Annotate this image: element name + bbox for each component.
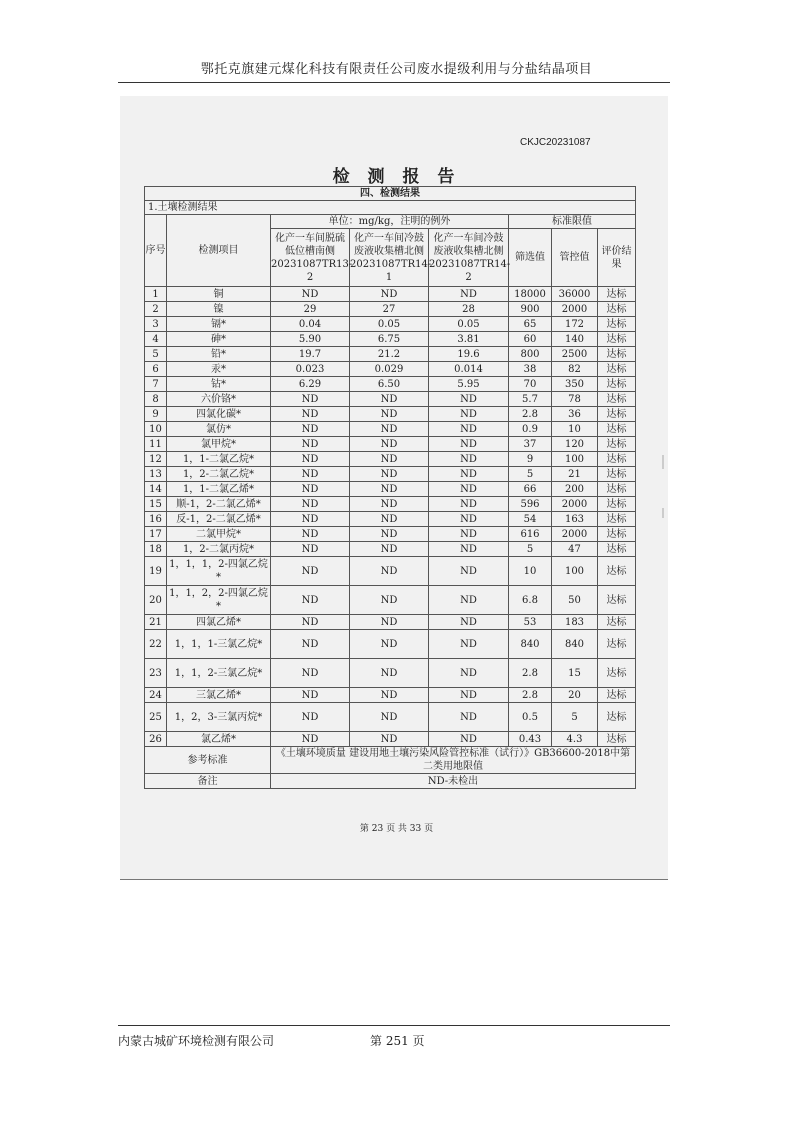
test-item: 砷* (167, 332, 271, 347)
control-value: 200 (552, 482, 598, 497)
sample-2-value: 6.75 (350, 332, 429, 347)
test-item: 镉* (167, 317, 271, 332)
test-item: 三氯乙烯* (167, 688, 271, 703)
table-row (145, 615, 636, 630)
row-number: 1 (145, 287, 167, 302)
test-item: 镍 (167, 302, 271, 317)
sample-3-value: ND (429, 542, 509, 557)
table-row (145, 688, 636, 703)
sample-2-value: ND (350, 452, 429, 467)
col-header-seq: 序号 (145, 215, 167, 287)
evaluation-result: 达标 (598, 287, 636, 302)
col-header-sample-1: 化产一车间脱硫低位槽南侧20231087TR13-2 (271, 229, 350, 287)
row-number: 11 (145, 437, 167, 452)
col-header-sample-3: 化产一车间冷鼓废液收集槽北侧20231087TR14-2 (429, 229, 509, 287)
evaluation-result: 达标 (598, 452, 636, 467)
test-item: 1，2-二氯乙烷* (167, 467, 271, 482)
screening-value: 38 (509, 362, 552, 377)
table-row (145, 586, 636, 615)
screening-value: 5 (509, 542, 552, 557)
report-title: 检 测 报 告 (332, 167, 461, 187)
sample-1-value: ND (271, 615, 350, 630)
sample-3-value: ND (429, 659, 509, 688)
control-value: 183 (552, 615, 598, 630)
control-value: 140 (552, 332, 598, 347)
evaluation-result: 达标 (598, 630, 636, 659)
table-row (145, 407, 636, 422)
control-value: 350 (552, 377, 598, 392)
control-value: 10 (552, 422, 598, 437)
screening-value: 900 (509, 302, 552, 317)
table-row (145, 452, 636, 467)
screening-value: 54 (509, 512, 552, 527)
row-number: 6 (145, 362, 167, 377)
sample-1-value: ND (271, 659, 350, 688)
sample-2-value: ND (350, 422, 429, 437)
row-number: 13 (145, 467, 167, 482)
control-value: 36000 (552, 287, 598, 302)
sample-2-value: ND (350, 437, 429, 452)
screening-value: 0.9 (509, 422, 552, 437)
control-value: 36 (552, 407, 598, 422)
row-number: 8 (145, 392, 167, 407)
sample-3-value: ND (429, 557, 509, 586)
sample-3-value: ND (429, 527, 509, 542)
control-value: 163 (552, 512, 598, 527)
screening-value: 5 (509, 467, 552, 482)
test-item: 钴* (167, 377, 271, 392)
sample-2-value: ND (350, 557, 429, 586)
screening-value: 2.8 (509, 659, 552, 688)
test-item: 1，2，3-三氯丙烷* (167, 703, 271, 732)
screening-value: 800 (509, 347, 552, 362)
sample-1-value: ND (271, 688, 350, 703)
sample-1-value: 5.90 (271, 332, 350, 347)
sample-1-value: ND (271, 630, 350, 659)
sample-1-value: 29 (271, 302, 350, 317)
test-item: 1，1-二氯乙烯* (167, 482, 271, 497)
sample-1-value: ND (271, 703, 350, 732)
screening-value: 37 (509, 437, 552, 452)
sample-1-value: ND (271, 407, 350, 422)
reference-text: 《土壤环境质量 建设用地土壤污染风险管控标准（试行）》GB36600-2018中第二类用地限值 (271, 747, 636, 774)
screening-value: 70 (509, 377, 552, 392)
row-number: 25 (145, 703, 167, 732)
row-number: 19 (145, 557, 167, 586)
row-number: 3 (145, 317, 167, 332)
row-number: 5 (145, 347, 167, 362)
sample-3-value: 5.95 (429, 377, 509, 392)
evaluation-result: 达标 (598, 437, 636, 452)
row-number: 10 (145, 422, 167, 437)
footer-page-number: 第 251 页 (370, 1034, 425, 1048)
test-item: 四氯化碳* (167, 407, 271, 422)
row-number: 9 (145, 407, 167, 422)
table-row (145, 422, 636, 437)
sample-1-value: ND (271, 527, 350, 542)
screening-value: 2.8 (509, 407, 552, 422)
row-number: 18 (145, 542, 167, 557)
row-number: 16 (145, 512, 167, 527)
test-item: 六价铬* (167, 392, 271, 407)
remark-text: ND-未检出 (271, 774, 636, 789)
sample-3-value: ND (429, 703, 509, 732)
control-value: 840 (552, 630, 598, 659)
control-value: 82 (552, 362, 598, 377)
table-row (145, 527, 636, 542)
evaluation-result: 达标 (598, 317, 636, 332)
test-item: 氯甲烷* (167, 437, 271, 452)
sample-2-value: 0.029 (350, 362, 429, 377)
test-item: 氯乙烯* (167, 732, 271, 747)
sample-3-value: ND (429, 287, 509, 302)
table-row (145, 482, 636, 497)
evaluation-result: 达标 (598, 703, 636, 732)
sample-1-value: ND (271, 437, 350, 452)
evaluation-result: 达标 (598, 332, 636, 347)
row-number: 14 (145, 482, 167, 497)
sample-3-value: ND (429, 452, 509, 467)
test-item: 氯仿* (167, 422, 271, 437)
sample-1-value: ND (271, 422, 350, 437)
screening-value: 10 (509, 557, 552, 586)
control-value: 172 (552, 317, 598, 332)
control-value: 21 (552, 467, 598, 482)
sample-1-value: ND (271, 287, 350, 302)
sample-2-value: ND (350, 287, 429, 302)
sample-3-value: 0.05 (429, 317, 509, 332)
control-value: 5 (552, 703, 598, 732)
screening-value: 0.5 (509, 703, 552, 732)
table-row (145, 347, 636, 362)
screening-value: 53 (509, 615, 552, 630)
evaluation-result: 达标 (598, 467, 636, 482)
sample-1-value: ND (271, 542, 350, 557)
row-number: 7 (145, 377, 167, 392)
sample-1-value: ND (271, 586, 350, 615)
table-row (145, 317, 636, 332)
sample-1-value: ND (271, 512, 350, 527)
test-item: 1，1，2-三氯乙烷* (167, 659, 271, 688)
evaluation-result: 达标 (598, 362, 636, 377)
footer-company: 内蒙古城矿环境检测有限公司 (118, 1034, 275, 1048)
sample-3-value: 0.014 (429, 362, 509, 377)
report-code: CKJC20231087 (520, 137, 591, 148)
table-row (145, 377, 636, 392)
sample-2-value: ND (350, 630, 429, 659)
sample-1-value: ND (271, 557, 350, 586)
evaluation-result: 达标 (598, 542, 636, 557)
sample-3-value: ND (429, 586, 509, 615)
evaluation-result: 达标 (598, 527, 636, 542)
sample-2-value: ND (350, 615, 429, 630)
sample-3-value: 3.81 (429, 332, 509, 347)
evaluation-result: 达标 (598, 659, 636, 688)
col-header-evaluation: 评价结果 (598, 229, 636, 287)
screening-value: 840 (509, 630, 552, 659)
row-number: 22 (145, 630, 167, 659)
sample-2-value: ND (350, 482, 429, 497)
sample-2-value: ND (350, 512, 429, 527)
sample-3-value: ND (429, 392, 509, 407)
control-value: 2000 (552, 302, 598, 317)
screening-value: 9 (509, 452, 552, 467)
table-row (145, 659, 636, 688)
evaluation-result: 达标 (598, 557, 636, 586)
scan-edge-mark (662, 455, 664, 469)
evaluation-result: 达标 (598, 392, 636, 407)
col-header-standard: 标准限值 (509, 215, 636, 229)
screening-value: 18000 (509, 287, 552, 302)
row-number: 23 (145, 659, 167, 688)
table-row (145, 467, 636, 482)
sample-3-value: ND (429, 437, 509, 452)
evaluation-result: 达标 (598, 512, 636, 527)
evaluation-result: 达标 (598, 422, 636, 437)
table-row (145, 362, 636, 377)
control-value: 15 (552, 659, 598, 688)
evaluation-result: 达标 (598, 347, 636, 362)
table-row (145, 287, 636, 302)
evaluation-result: 达标 (598, 586, 636, 615)
sample-1-value: ND (271, 467, 350, 482)
table-row (145, 703, 636, 732)
table-row (145, 512, 636, 527)
row-number: 21 (145, 615, 167, 630)
sample-3-value: ND (429, 732, 509, 747)
screening-value: 6.8 (509, 586, 552, 615)
control-value: 120 (552, 437, 598, 452)
control-value: 2000 (552, 527, 598, 542)
screening-value: 616 (509, 527, 552, 542)
table-row (145, 557, 636, 586)
remark-label: 备注 (145, 774, 271, 789)
screening-value: 596 (509, 497, 552, 512)
row-number: 15 (145, 497, 167, 512)
col-header-sample-2: 化产一车间冷鼓废液收集槽北侧20231087TR14-1 (350, 229, 429, 287)
test-item: 铅* (167, 347, 271, 362)
screening-value: 0.43 (509, 732, 552, 747)
scan-edge-mark (662, 508, 664, 518)
sample-3-value: 28 (429, 302, 509, 317)
evaluation-result: 达标 (598, 302, 636, 317)
sample-2-value: ND (350, 407, 429, 422)
test-item: 1，1，1，2-四氯乙烷* (167, 557, 271, 586)
sample-3-value: ND (429, 615, 509, 630)
screening-value: 60 (509, 332, 552, 347)
test-item: 反-1，2-二氯乙烯* (167, 512, 271, 527)
sample-1-value: 0.023 (271, 362, 350, 377)
evaluation-result: 达标 (598, 615, 636, 630)
sample-3-value: ND (429, 688, 509, 703)
sample-2-value: ND (350, 392, 429, 407)
sample-2-value: 27 (350, 302, 429, 317)
page-header: 鄂托克旗建元煤化科技有限责任公司废水提级利用与分盐结晶项目 (200, 62, 593, 77)
sample-2-value: ND (350, 688, 429, 703)
row-number: 12 (145, 452, 167, 467)
control-value: 4.3 (552, 732, 598, 747)
test-item: 二氯甲烷* (167, 527, 271, 542)
sample-1-value: ND (271, 452, 350, 467)
test-item: 四氯乙烯* (167, 615, 271, 630)
screening-value: 65 (509, 317, 552, 332)
sample-2-value: ND (350, 542, 429, 557)
control-value: 2500 (552, 347, 598, 362)
header-divider (118, 82, 670, 83)
sample-3-value: ND (429, 497, 509, 512)
test-item: 1，1-二氯乙烷* (167, 452, 271, 467)
sample-1-value: ND (271, 497, 350, 512)
unit-note: 单位：mg/kg，注明的例外 (271, 215, 509, 229)
row-number: 2 (145, 302, 167, 317)
control-value: 100 (552, 452, 598, 467)
evaluation-result: 达标 (598, 688, 636, 703)
report-page-number: 第 23 页 共 33 页 (359, 824, 434, 834)
control-value: 47 (552, 542, 598, 557)
screening-value: 2.8 (509, 688, 552, 703)
col-header-item: 检测项目 (167, 215, 271, 287)
table-row (145, 497, 636, 512)
sample-2-value: 6.50 (350, 377, 429, 392)
row-number: 20 (145, 586, 167, 615)
scan-bottom-divider (120, 879, 668, 880)
row-number: 17 (145, 527, 167, 542)
row-number: 4 (145, 332, 167, 347)
control-value: 2000 (552, 497, 598, 512)
test-item: 1，1，2，2-四氯乙烷* (167, 586, 271, 615)
sample-3-value: ND (429, 422, 509, 437)
sample-3-value: ND (429, 482, 509, 497)
sample-2-value: ND (350, 659, 429, 688)
evaluation-result: 达标 (598, 497, 636, 512)
table-row (145, 437, 636, 452)
sample-2-value: 21.2 (350, 347, 429, 362)
sample-1-value: ND (271, 732, 350, 747)
evaluation-result: 达标 (598, 407, 636, 422)
reference-label: 参考标准 (145, 747, 271, 774)
col-header-control: 管控值 (552, 229, 598, 287)
sample-1-value: ND (271, 482, 350, 497)
evaluation-result: 达标 (598, 377, 636, 392)
sample-2-value: ND (350, 732, 429, 747)
soil-results-table (144, 186, 636, 789)
sample-1-value: 19.7 (271, 347, 350, 362)
sample-3-value: ND (429, 407, 509, 422)
evaluation-result: 达标 (598, 482, 636, 497)
sample-3-value: 19.6 (429, 347, 509, 362)
sample-2-value: 0.05 (350, 317, 429, 332)
row-number: 24 (145, 688, 167, 703)
sample-1-value: 0.04 (271, 317, 350, 332)
control-value: 50 (552, 586, 598, 615)
table-row (145, 392, 636, 407)
table-row (145, 302, 636, 317)
control-value: 20 (552, 688, 598, 703)
evaluation-result: 达标 (598, 732, 636, 747)
test-item: 铜 (167, 287, 271, 302)
subsection-title: 1.土壤检测结果 (145, 201, 636, 215)
row-number: 26 (145, 732, 167, 747)
sample-2-value: ND (350, 586, 429, 615)
sample-2-value: ND (350, 703, 429, 732)
test-item: 汞* (167, 362, 271, 377)
sample-1-value: ND (271, 392, 350, 407)
test-item: 1，2-二氯丙烷* (167, 542, 271, 557)
sample-3-value: ND (429, 630, 509, 659)
table-row (145, 542, 636, 557)
table-row (145, 332, 636, 347)
screening-value: 5.7 (509, 392, 552, 407)
footer-divider (118, 1025, 670, 1026)
sample-2-value: ND (350, 467, 429, 482)
screening-value: 66 (509, 482, 552, 497)
sample-2-value: ND (350, 527, 429, 542)
sample-2-value: ND (350, 497, 429, 512)
test-item: 顺-1，2-二氯乙烯* (167, 497, 271, 512)
control-value: 78 (552, 392, 598, 407)
control-value: 100 (552, 557, 598, 586)
section-title: 四、检测结果 (145, 187, 636, 201)
col-header-screening: 筛选值 (509, 229, 552, 287)
test-item: 1，1，1-三氯乙烷* (167, 630, 271, 659)
sample-1-value: 6.29 (271, 377, 350, 392)
sample-3-value: ND (429, 467, 509, 482)
table-row (145, 630, 636, 659)
table-row (145, 732, 636, 747)
sample-3-value: ND (429, 512, 509, 527)
